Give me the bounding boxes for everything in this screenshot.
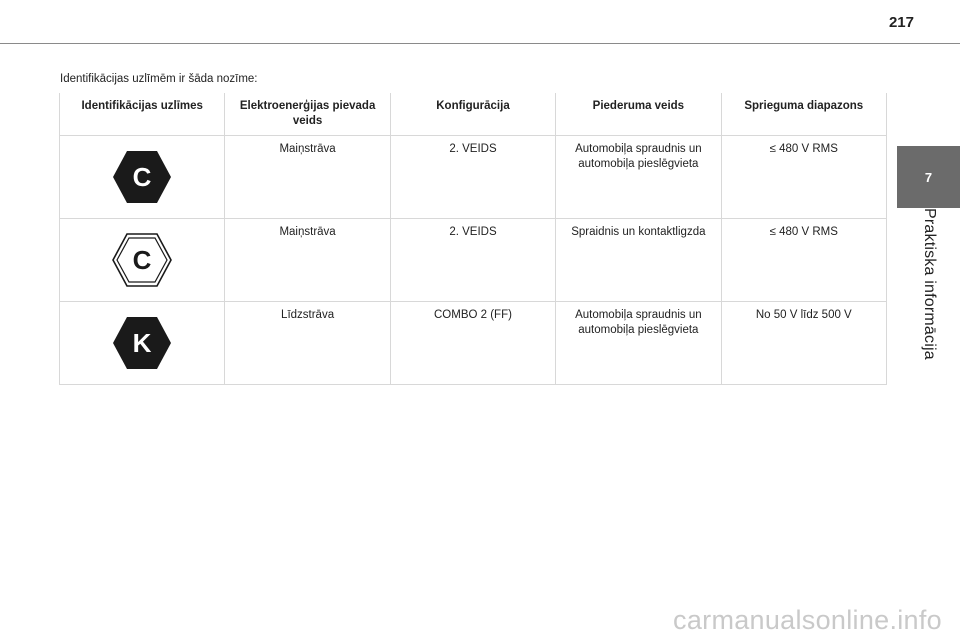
cell-voltage: No 50 V līdz 500 V bbox=[721, 302, 886, 385]
column-header: Piederuma veids bbox=[556, 93, 721, 136]
table-row bbox=[60, 302, 887, 385]
svg-text:C: C bbox=[132, 245, 152, 275]
intro-text: Identifikācijas uzlīmēm ir šāda nozīme: bbox=[60, 73, 258, 85]
hexagon-k-filled-icon bbox=[111, 315, 173, 371]
cell-supply: Līdzstrāva bbox=[225, 302, 390, 385]
cell-supply: Maiņstrāva bbox=[225, 136, 390, 219]
column-header: Identifikācijas uzlīmes bbox=[60, 93, 225, 136]
cell-accessory: Automobiļa spraudnis un automobiļa pieslēgvieta bbox=[556, 302, 721, 385]
cell-voltage: ≤ 480 V RMS bbox=[721, 136, 886, 219]
cell-config: 2. VEIDS bbox=[390, 136, 555, 219]
cell-voltage: ≤ 480 V RMS bbox=[721, 219, 886, 302]
watermark: carmanualsonline.info bbox=[673, 605, 942, 635]
table-row bbox=[60, 136, 887, 219]
hexagon-c-outline-icon bbox=[111, 232, 173, 288]
chapter-tab[interactable]: 7 bbox=[897, 146, 960, 208]
icon-cell bbox=[60, 136, 225, 219]
hexagon-c-filled-icon bbox=[111, 149, 173, 205]
svg-text:K: K bbox=[132, 328, 152, 358]
icon-cell bbox=[60, 219, 225, 302]
svg-text:C: C bbox=[132, 162, 152, 192]
cell-accessory: Automobiļa spraudnis un automobiļa pieslēgvieta bbox=[556, 136, 721, 219]
table-row bbox=[60, 219, 887, 302]
column-header: Elektroenerģijas pievada veids bbox=[225, 93, 390, 136]
cell-accessory: Spraidnis un kontaktligzda bbox=[556, 219, 721, 302]
cell-config: COMBO 2 (FF) bbox=[390, 302, 555, 385]
icon-cell bbox=[60, 302, 225, 385]
cell-config: 2. VEIDS bbox=[390, 219, 555, 302]
chapter-title: Praktiska informācija bbox=[921, 208, 938, 360]
column-header: Sprieguma diapazons bbox=[721, 93, 886, 136]
identification-table bbox=[59, 93, 887, 385]
table-header-row bbox=[60, 93, 887, 136]
cell-supply: Maiņstrāva bbox=[225, 219, 390, 302]
header-rule bbox=[0, 43, 960, 44]
page-number: 217 bbox=[888, 14, 914, 31]
column-header: Konfigurācija bbox=[390, 93, 555, 136]
